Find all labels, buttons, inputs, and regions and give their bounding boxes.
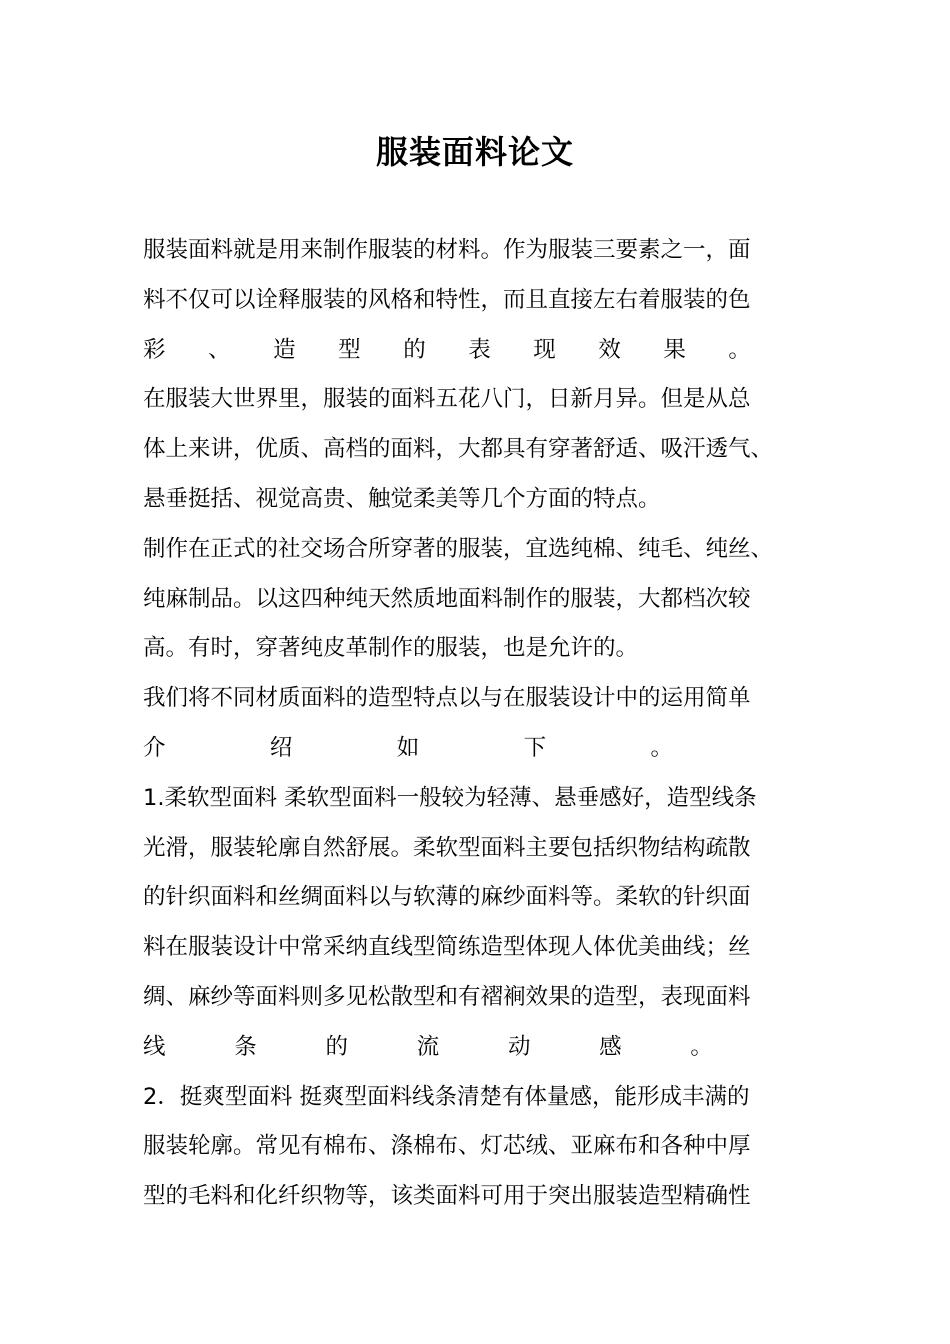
- spaced-char: 如: [396, 734, 420, 761]
- spaced-char: 的: [325, 1033, 348, 1060]
- paragraph-line: 型的毛料和化纤织物等，该类面料可用于突出服装造型精确性: [143, 1183, 751, 1210]
- paragraph-line: 服装轮廓。常见有棉布、涤棉布、灯芯绒、亚麻布和各种中厚: [143, 1133, 751, 1160]
- spaced-char: 造: [273, 336, 296, 363]
- spaced-char: 彩: [143, 336, 166, 363]
- spaced-char: 介: [143, 734, 166, 761]
- paragraph-line: 我们将不同材质面料的造型特点以与在服装设计中的运用简单: [143, 685, 751, 712]
- spaced-char: 条: [234, 1033, 257, 1060]
- paragraph-line-spaced: [143, 326, 751, 376]
- paragraph-line: 高。有时，穿著纯皮革制作的服装，也是允许的。: [143, 635, 639, 662]
- spaced-char: 下: [523, 734, 547, 761]
- paragraph-line-spaced: [143, 724, 673, 774]
- spaced-char: 现: [533, 336, 556, 363]
- spaced-char: 、: [208, 336, 231, 363]
- spaced-char: 的: [403, 336, 426, 363]
- paragraph-line: 服装面料就是用来制作服装的材料。作为服装三要素之一，面: [143, 237, 751, 263]
- spaced-char: 感: [599, 1033, 622, 1060]
- paragraph-line: 制作在正式的社交场合所穿著的服装，宜选纯棉、纯毛、纯丝、: [143, 535, 774, 562]
- spaced-char: 流: [416, 1033, 440, 1060]
- spaced-char: 果: [663, 336, 686, 363]
- paragraph-line: 绸、麻纱等面料则多见松散型和有褶裥效果的造型，表现面料: [143, 983, 751, 1010]
- document-body: [143, 226, 823, 1222]
- document-title: 服装面料论文: [375, 133, 574, 171]
- paragraph-line: 料在服装设计中常采纳直线型简练造型体现人体优美曲线；丝: [143, 934, 751, 961]
- paragraph-line: 纯麻制品。以这四种纯天然质地面料制作的服装，大都档次较: [143, 585, 751, 612]
- spaced-char: 绍: [269, 734, 293, 761]
- spaced-char: 。: [728, 336, 751, 363]
- paragraph-line: 料不仅可以诠释服装的风格和特性，而且直接左右着服装的色: [143, 286, 751, 313]
- paragraph-line: 光滑，服装轮廓自然舒展。柔软型面料主要包括织物结构疏散: [143, 834, 751, 861]
- paragraph-line-spaced: [143, 1023, 713, 1073]
- spaced-char: 型: [338, 336, 361, 363]
- paragraph-line: 1.柔软型面料 柔软型面料一般较为轻薄、悬垂感好，造型线条: [143, 784, 757, 811]
- spaced-char: 表: [468, 336, 491, 363]
- paragraph-line: 体上来讲，优质、高档的面料，大都具有穿著舒适、吸汗透气、: [143, 436, 774, 463]
- spaced-char: 线: [143, 1033, 166, 1060]
- spaced-char: 。: [650, 734, 673, 761]
- paragraph-line: 的针织面料和丝绸面料以与软薄的麻纱面料等。柔软的针织面: [143, 884, 751, 911]
- paragraph-line: 悬垂挺括、视觉高贵、触觉柔美等几个方面的特点。: [143, 485, 661, 512]
- paragraph-line: 2．挺爽型面料 挺爽型面料线条清楚有体量感，能形成丰满的: [143, 1083, 750, 1110]
- paragraph-line: 在服装大世界里，服装的面料五花八门，日新月异。但是从总: [143, 386, 751, 413]
- spaced-char: 效: [598, 336, 621, 363]
- spaced-char: 。: [690, 1033, 713, 1060]
- spaced-char: 动: [507, 1033, 531, 1060]
